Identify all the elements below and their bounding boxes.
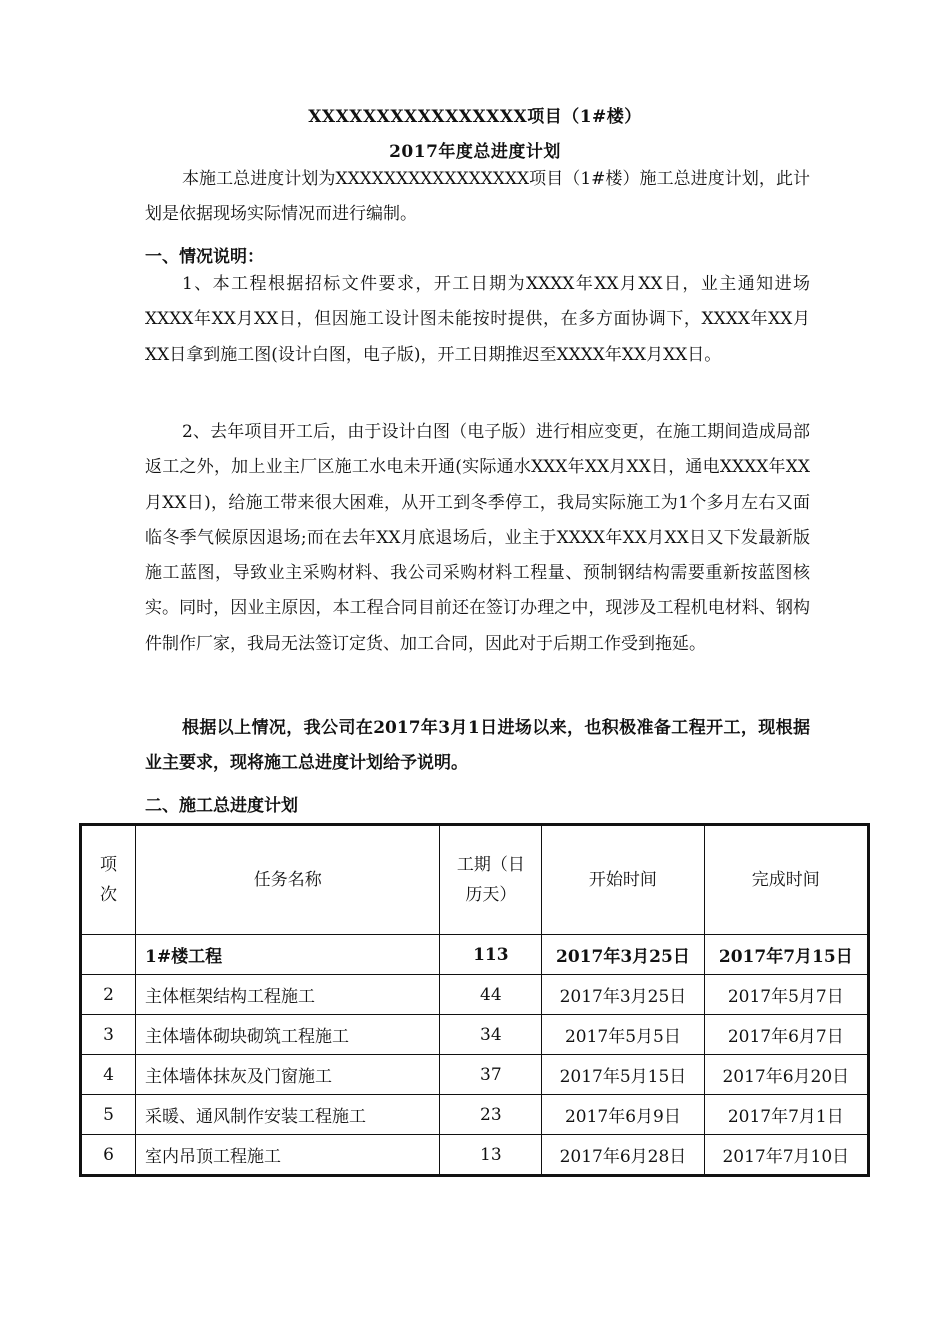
row-duration: 44 [440,975,542,1015]
header-no: 项次 [81,825,136,935]
row-task: 采暖、通风制作安装工程施工 [136,1095,440,1135]
row-start: 2017年3月25日 [542,935,704,975]
section-1-paragraph-2: 2、去年项目开工后，由于设计白图（电子版）进行相应变更，在施工期间造成局部返工之外，加上业主厂区施工水电未开通(实际通水XXX年XX月XX日，通电XXXX年XX月XX日)，给施工带来很大困难，从开工到冬季停工，我局实际施工为1个多月左右又面临冬季气候原因退场;而在去年XX月底退场后，业主于XXXX年XX月XX日又下发最新版施工蓝图，导致业主采购材料、我公司采购材料工程量、预制钢结构需要重新按蓝图核实。同时，因业主原因，本工程合同目前还在签订办理之中，现涉及工程机电材料、钢构件制作厂家，我局无法签订定货、加工合同，因此对于后期工作受到拖延。 [145,422,810,654]
section-1-paragraph-1: 1、本工程根据招标文件要求，开工日期为XXXX年XX月XX日，业主通知进场XXXX年XX月XX日，但因施工设计图未能按时提供，在多方面协调下，XXXX年XX月XX日拿到施工图(设计白图，电子版)，开工日期推迟至XXXX年XX月XX日。 [145,274,810,365]
row-task: 主体框架结构工程施工 [136,975,440,1015]
row-no: 3 [81,1015,136,1055]
row-no: 2 [81,975,136,1015]
row-start: 2017年5月15日 [542,1055,704,1095]
row-end: 2017年7月1日 [704,1095,868,1135]
row-duration: 113 [440,935,542,975]
row-duration: 37 [440,1055,542,1095]
header-task: 任务名称 [136,825,440,935]
row-no: 6 [81,1135,136,1176]
document-title: XXXXXXXXXXXXXXXX项目（1#楼） [308,107,642,127]
row-duration: 13 [440,1135,542,1176]
table-header-row [81,825,869,935]
table-row [81,1015,869,1055]
table-row [81,975,869,1015]
row-duration: 23 [440,1095,542,1135]
row-no [81,935,136,975]
section-2-heading: 二、施工总进度计划 [145,796,298,816]
section-1-heading: 一、情况说明： [145,247,264,267]
intro-paragraph: 本施工总进度计划为XXXXXXXXXXXXXXXX项目（1#楼）施工总进度计划，此计划是依据现场实际情况而进行编制。 [145,169,810,225]
table-row [81,1135,869,1176]
table-row [81,1055,869,1095]
row-task: 主体墙体抹灰及门窗施工 [136,1055,440,1095]
table-row [81,1095,869,1135]
row-start: 2017年6月28日 [542,1135,704,1176]
section-1-paragraph-3: 根据以上情况，我公司在2017年3月1日进场以来，也积极准备工程开工，现根据业主要求，现将施工总进度计划给予说明。 [145,718,810,774]
header-start: 开始时间 [542,825,704,935]
row-end: 2017年5月7日 [704,975,868,1015]
schedule-table [79,823,870,1177]
row-no: 5 [81,1095,136,1135]
header-duration: 工期（日历天） [440,825,542,935]
table-row [81,935,869,975]
row-end: 2017年6月20日 [704,1055,868,1095]
header-end: 完成时间 [704,825,868,935]
row-start: 2017年3月25日 [542,975,704,1015]
document-subtitle: 2017年度总进度计划 [389,142,561,162]
row-end: 2017年6月7日 [704,1015,868,1055]
row-duration: 34 [440,1015,542,1055]
row-no: 4 [81,1055,136,1095]
row-start: 2017年6月9日 [542,1095,704,1135]
row-task: 室内吊顶工程施工 [136,1135,440,1176]
row-task: 1#楼工程 [136,935,440,975]
row-end: 2017年7月10日 [704,1135,868,1176]
row-start: 2017年5月5日 [542,1015,704,1055]
row-end: 2017年7月15日 [704,935,868,975]
row-task: 主体墙体砌块砌筑工程施工 [136,1015,440,1055]
